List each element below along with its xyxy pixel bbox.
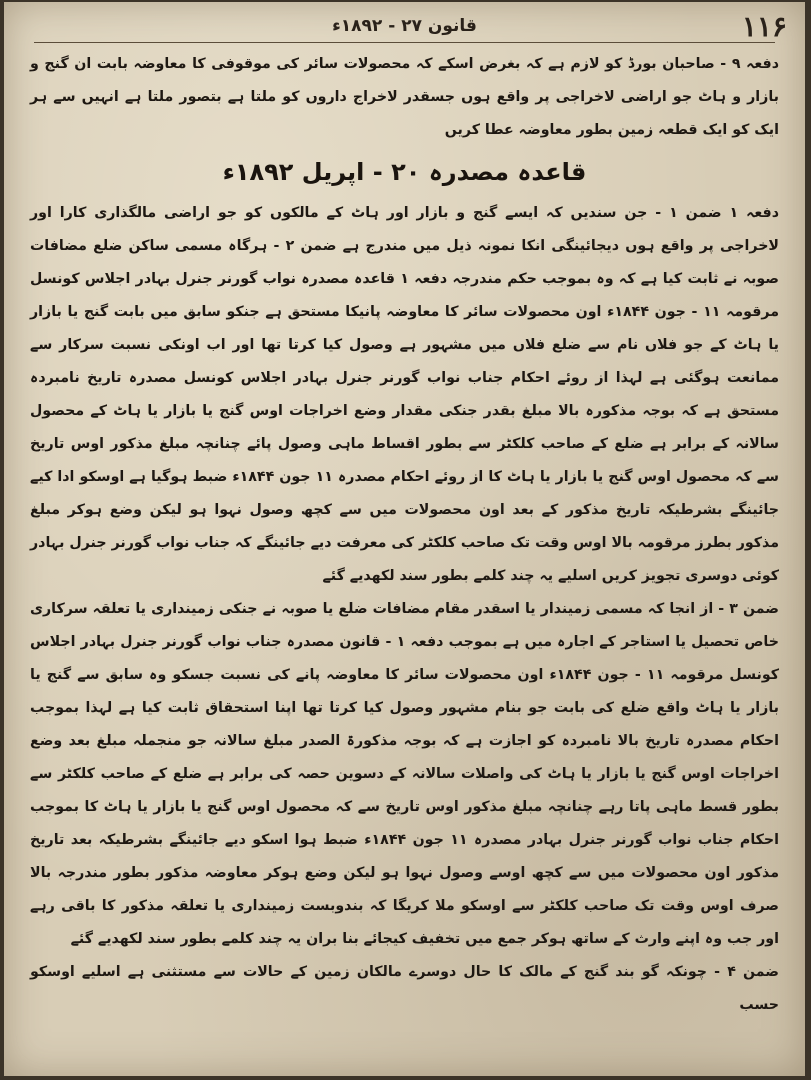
paragraph-clause-4: ضمن ۴ - چونکہ گو بند گنج کے مالک کا حال دوسرے مالکان زمین کے حالات سے مستثنی ہے اسلیے اوسکو حسب	[30, 964, 779, 1013]
header-rule	[34, 42, 775, 43]
document-page	[4, 2, 805, 1076]
document-body	[30, 48, 779, 1066]
page-header	[4, 8, 805, 42]
paragraph-clause-1-2: دفعہ ۱ ضمن ۱ - جن سندیں کہ ایسے گنج و بازار اور ہاٹ کے مالکوں کو جو اراضی مالگذاری کارا اور لاخراجی پر واقع ہوں دیجائینگی انکا نمونہ ذیل میں مندرج ہے ضمن ۲ - ہرگاہ مسمی ساکن ضلع مضافات صوبہ نے ثابت کیا ہے کہ وہ بموجب حکم مندرجہ دفعہ ۱ قاعدہ مصدرہ نواب گورنر جنرل بہادر اجلاس کونسل مرقومہ ۱۱ - جون ۱۸۴۴ء اون محصولات سائر کا معاوضہ پانیکا مستحق ہے جنکو سابق میں بابت گنج یا بازار یا ہاٹ کے جو فلاں نام سے ضلع فلاں میں مشہور ہے وصول کیا کرتا تھا اور اب اونکی نسبت سرکار سے ممانعت ہوگئی ہے لہذا از روئے احکام جناب نواب گورنر جنرل بہادر اجلاس کونسل مصدرہ تاریخ نامبردہ مستحق ہے کہ بوجہ مذکورہ بالا مبلغ بقدر جنکی مقدار وضع اخراجات اوس گنج یا بازار یا ہاٹ کے محصول سالانہ کے برابر ہے ضلع کے صاحب کلکٹر سے بطور اقساط ماہی وصول پائے چنانچہ مبلغ مذکور اوس تاریخ سے کہ محصول اوس گنج یا بازار یا ہاٹ کا از روئے احکام مصدرہ ۱۱ جون ۱۸۴۴ء ضبط ہوگیا ہے اوسکو ادا کیے جائینگے بشرطیکہ تاریخ مذکور کے بعد اون محصولات میں سے کچھ وصول نہوا ہو لیکن وضع ہوکر مبلغ مذکور بطرز مرقومہ بالا اوس وقت تک صاحب کلکٹر کی معرفت دیے جائینگے کہ جناب نواب گورنر جنرل بہادر کوئی دوسری تجویز کریں اسلیے یہ چند کلمے بطور سند لکھدیے گئے	[30, 205, 779, 584]
paragraph-clause-3: ضمن ۳ - از انجا کہ مسمی زمیندار یا اسقدر مقام مضافات ضلع یا صوبہ نے جنکی زمینداری یا تعلقہ سرکاری خاص تحصیل یا استاجر کے اجارہ میں ہے بموجب دفعہ ۱ - قانون مصدرہ جناب نواب گورنر جنرل بہادر اجلاس کونسل مرقومہ ۱۱ - جون ۱۸۴۴ء اون محصولات سائر کا معاوضہ پانے کی نسبت جسکو وہ سابق سے گنج یا بازار یا ہاٹ واقع ضلع کی بابت جو بنام مشہور وصول کیا کرتا تھا اپنا استحقاق ثابت کیا ہے لہذا بموجب احکام مصدرہ تاریخ بالا نامبردہ کو اجازت ہے کہ بوجہ مذکورۃ الصدر مبلغ سالانہ جو منجملہ مبلغ بعد وضع اخراجات اوس گنج یا بازار یا ہاٹ کی واصلات سالانہ کے دسوین حصہ کی برابر ہے ضلع کے صاحب کلکٹر سے بطور قسط ماہی پاتا رہے چنانچہ مبلغ مذکور اوس تاریخ سے کہ محصول اوس گنج یا بازار یا ہاٹ کا بموجب احکام جناب نواب گورنر جنرل بہادر مصدرہ ۱۱ جون ۱۸۴۴ء ضبط ہوا اسکو دیے جائینگے بشرطیکہ بعد تاریخ مذکور اون محصولات میں سے کچھ اوسے وصول نہوا ہو لیکن وضع ہوکر معاوضہ مذکور بطور مندرجہ بالا صرف اوس وقت تک صاحب کلکٹر سے اوسکو ملا کریگا کہ بندوبست زمینداری یا تعلقہ مذکور کا باقی رہے اور جب وہ اپنے وارث کے ساتھ ہوکر جمع میں تخفیف کیجائے بنا بران یہ چند کلمے بطور سند لکھدیے گئے	[30, 601, 780, 947]
page-number: ۱۱۶	[741, 10, 787, 43]
paragraph-section-9: دفعہ ۹ - صاحبان بورڈ کو لازم ہے کہ بغرض اسکے کہ محصولات سائر کی موقوفی کا معاوضہ بابت ان گنج و بازار و ہاٹ جو اراضی لاخراجی پر واقع ہوں جسقدر لاخراج داروں کو ملتا ہے بتصور ملتا ہے انہیں سے ہر ایک کو ایک قطعہ زمین بطور معاوضہ عطا کریں	[30, 56, 779, 138]
rule-heading: قاعدہ مصدرہ ۲۰ - اپریل ۱۸۹۲ء	[222, 158, 587, 186]
running-head: قانون ۲۷ - ۱۸۹۲ء	[332, 16, 477, 36]
